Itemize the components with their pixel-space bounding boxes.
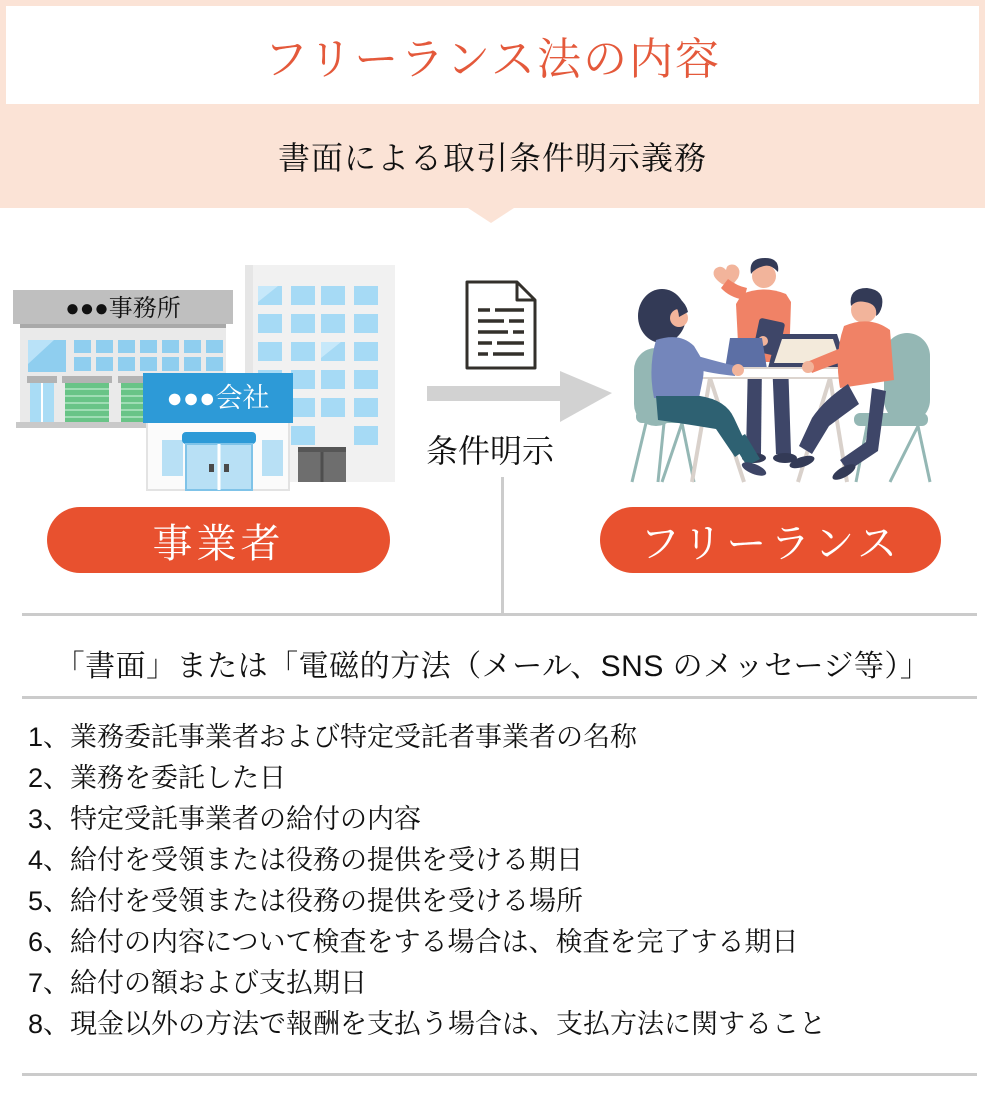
arrow-label: 条件明示	[425, 433, 554, 469]
method-note: 「書面」または「電磁的方法（メール、SNS のメッセージ等）」	[54, 650, 931, 683]
storefront	[143, 373, 293, 490]
required-items-list	[28, 717, 968, 1045]
list-item: 2、業務を委託した日	[28, 763, 287, 793]
business-operator-label	[47, 507, 390, 573]
subtitle-label: 書面による取引条件明示義務	[277, 140, 707, 176]
list-item: 7、給付の額および支払期日	[28, 968, 368, 998]
document-arrow-group	[420, 262, 620, 432]
office-buildings-illustration	[10, 248, 395, 493]
page-title: フリーランス法の内容	[264, 35, 721, 84]
divider-middle	[22, 696, 977, 699]
title-box	[6, 6, 979, 104]
office-sign-label: ●●●事務所	[65, 295, 181, 322]
building-door	[298, 447, 346, 482]
list-item: 6、給付の内容について検査をする場合は、検査を完了する期日	[28, 927, 799, 957]
company-sign-label: ●●●会社	[166, 383, 270, 413]
office-entrance-door	[27, 376, 57, 422]
divider-top	[22, 613, 977, 616]
header-section	[0, 0, 985, 208]
laptop-icon-left	[725, 338, 767, 369]
subtitle-band	[0, 104, 985, 208]
list-item: 1、業務委託事業者および特定受託者事業者の名称	[28, 722, 638, 752]
list-item: 8、現金以外の方法で報酬を支払う場合は、支払方法に関すること	[28, 1009, 827, 1039]
store-doors	[186, 444, 252, 490]
freelance-text: フリーランス	[639, 521, 902, 566]
divider-bottom	[22, 1073, 977, 1076]
business-operator-text: 事業者	[152, 521, 285, 566]
list-item: 3、特定受託事業者の給付の内容	[28, 804, 422, 834]
document-icon	[467, 282, 535, 368]
freelance-label	[600, 507, 941, 573]
list-item: 4、給付を受領または役務の提供を受ける期日	[28, 845, 584, 875]
list-item: 5、給付を受領または役務の提供を受ける場所	[28, 886, 584, 916]
freelancers-meeting-illustration	[622, 248, 970, 486]
connector-line	[501, 477, 504, 614]
triangle-down-icon	[468, 208, 514, 223]
arrow-right-icon	[427, 371, 612, 422]
